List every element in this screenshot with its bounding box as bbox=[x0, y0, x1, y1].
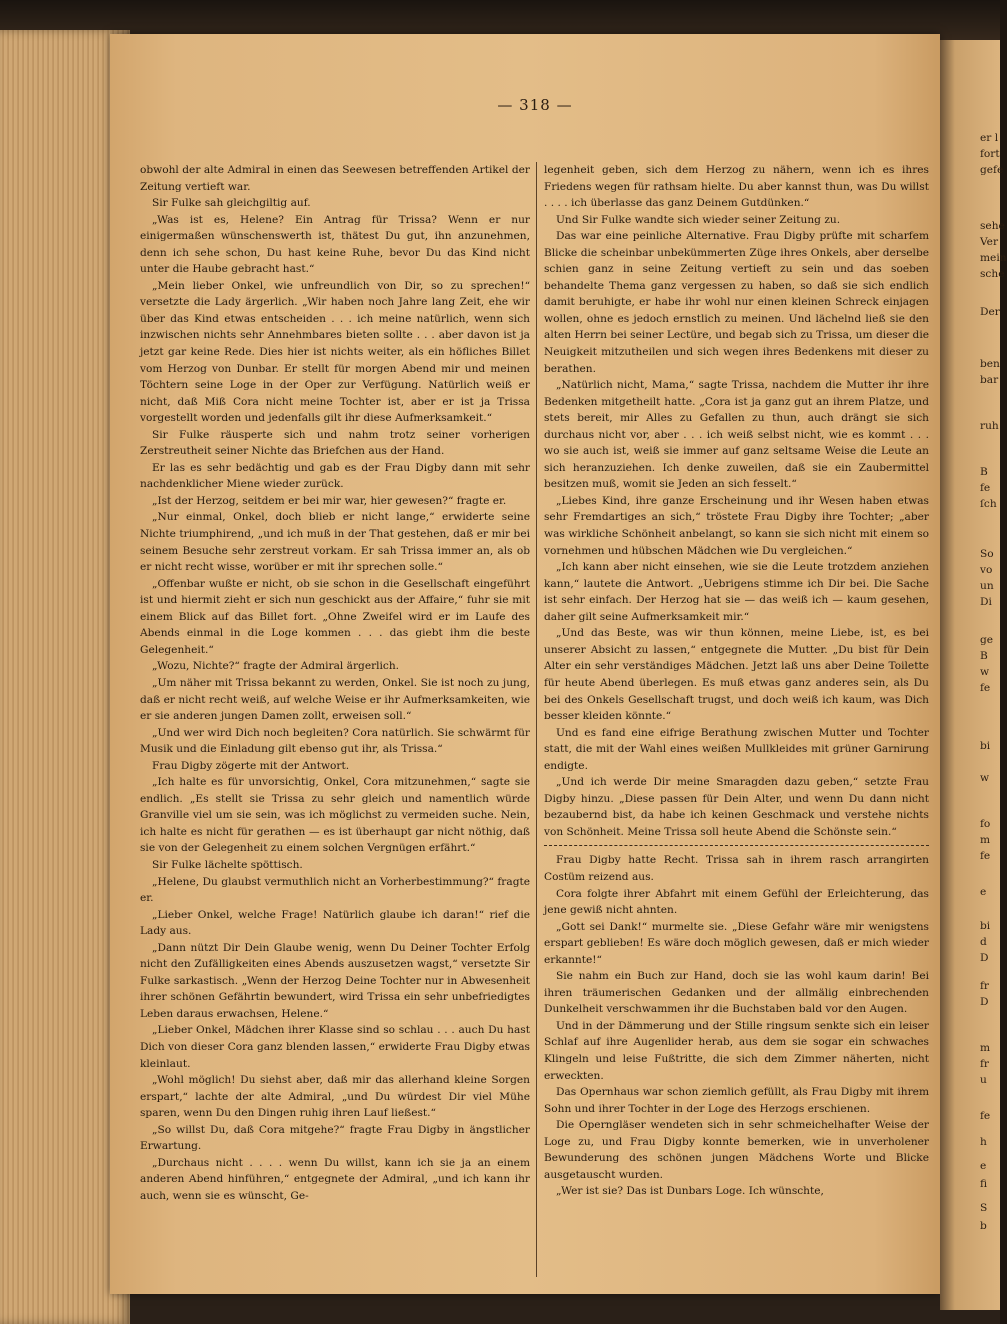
paragraph: „Was ist es, Helene? Ein Antrag für Trissa? Wenn er nur einigermaßen wünschenswerth ist, thätest Du gut, ihn anzunehmen, denn ich sehe schon, Du hast keine Ruhe, bevor Du das Kind nicht unter die Haube gebracht hast.“ bbox=[140, 213, 530, 276]
paragraph: Die Operngläser wendeten sich in sehr schmeichelhafter Weise der Loge zu, und Frau Digby konnte bemerken, wie in unverholener Bewunderung des schönen jungen Mädchens Worte und Blicke ausgetauscht wurden. bbox=[544, 1119, 929, 1181]
paragraph: Das war eine peinliche Alternative. Frau Digby prüfte mit scharfem Blicke die scheinbar unbekümmerten Züge ihres Onkels, aber derselbe schien ganz in seine Zeitung vertieft zu sein und das soeben behandelte Thema ganz vergessen zu haben, so daß sie sich endlich damit beruhigte, er habe ihr wohl nur einen kleinen Schreck einjagen wollen, ohne es jedoch ernstlich zu meinen. Und lächelnd ließ sie den alten Herrn bei seiner Lectüre, und begab sich zu Trissa, um dieser die Neuigkeit mitzutheilen und sich wegen ihres Bedenkens mit dieser zu berathen. bbox=[544, 230, 929, 375]
next-page-fragment: fi bbox=[980, 1178, 988, 1190]
paragraph: „Wozu, Nichte?“ fragte der Admiral ärgerlich. bbox=[152, 660, 400, 673]
next-page-edge bbox=[940, 40, 1007, 1310]
next-page-fragment: e bbox=[980, 1160, 987, 1172]
paragraph: „Lieber Onkel, welche Frage! Natürlich glaube ich daran!“ rief die Lady aus. bbox=[140, 908, 530, 938]
paragraph: „Und ich werde Dir meine Smaragden dazu geben,“ setzte Frau Digby hinzu. „Diese passen für Dein Alter, und wenn Du dann nicht bezaubernd bist, da habe ich keinen Geschmack und verstehe nichts von Schönheit. Meine Trissa soll heute Abend die Schönste sein.“ bbox=[544, 776, 929, 838]
next-page-fragment: B bbox=[980, 650, 988, 662]
next-page-fragment: sehe bbox=[980, 220, 1005, 232]
next-page-fragment: So bbox=[980, 548, 994, 560]
next-page-fragment: un bbox=[980, 580, 994, 592]
next-page-fragment: ben bbox=[980, 358, 1000, 370]
paragraph: Er las es sehr bedächtig und gab es der Frau Digby dann mit sehr nachdenklicher Miene wieder zurück. bbox=[140, 461, 530, 491]
paragraph: Frau Digby zögerte mit der Antwort. bbox=[152, 759, 350, 772]
paragraph: „Natürlich nicht, Mama,“ sagte Trissa, nachdem die Mutter ihr ihre Bedenken mitgetheilt hatte. „Cora ist ja ganz gut an ihrem Platze, und stets bereit, mir Alles zu Gefallen zu thun, auch drängt sie sich durchaus nicht vor, aber . . . ich weiß selbst nicht, wie es kommt . . . wo sie auch ist, weiß sie immer auf ganz seltsame Weise die Leute an sich heranzuziehen. Ich denke zuweilen, daß sie ein Zaubermittel besitzen muß, womit sie Jeden an sich fesselt.“ bbox=[544, 379, 929, 491]
page-318 bbox=[110, 34, 940, 1294]
paragraph: „Offenbar wußte er nicht, ob sie schon in die Gesellschaft eingeführt ist und hiermit zieht er sich nun geschickt aus der Affaire,“ fuhr sie mit einem Blick auf das Billet fort. „Ohne Zweifel wird er im Laufe des Abends einmal in die Loge kommen . . . das giebt ihm die beste Gelegenheit.“ bbox=[140, 577, 530, 656]
paragraph: „Liebes Kind, ihre ganze Erscheinung und ihr Wesen haben etwas sehr Fremdartiges an sich,“ tröstete Frau Digby ihre Tochter; „aber was wirkliche Schönheit anbelangt, so kann sie sich nicht mit einem so vornehmen und hübschen Mädchen wie Du vergleichen.“ bbox=[544, 494, 929, 557]
paragraph: Sir Fulke lächelte spöttisch. bbox=[152, 858, 303, 871]
paragraph: Sir Fulke sah gleichgiltig auf. bbox=[152, 197, 311, 210]
next-page-fragment: fr bbox=[980, 1058, 989, 1070]
paragraph: „So willst Du, daß Cora mitgehe?“ fragte Frau Digby in ängstlicher Erwartung. bbox=[140, 1123, 530, 1153]
paragraph: „Gott sei Dank!“ murmelte sie. „Diese Gefahr wäre mir wenigstens erspart geblieben! Es wäre doch möglich gewesen, daß er mich wieder erkannte!“ bbox=[544, 920, 929, 966]
next-page-fragment: fe bbox=[980, 482, 991, 494]
paragraph: Und es fand eine eifrige Berathung zwischen Mutter und Tochter statt, die mit der Wahl eines weißen Mullkleides mit grüner Garnirung endigte. bbox=[544, 726, 929, 772]
paragraph: Frau Digby hatte Recht. Trissa sah in ihrem rasch arrangirten Costüm reizend aus. bbox=[544, 854, 929, 883]
next-page-fragment: b bbox=[980, 1220, 987, 1232]
paragraph: „Und das Beste, was wir thun können, meine Liebe, ist, es bei unserer Absicht zu lassen,“ entgegnete die Mutter. „Du bist für Dein Alter ein sehr verständiges Mädchen. Jetzt laß uns aber Deine Toilette für heute Abend überlegen. Es muß etwas ganz anderes sein, als Du bei des Onkels Gesellschaft trugst, und doch weiß ich kaum, was Dich besser kleiden könnte.“ bbox=[544, 627, 929, 723]
column-divider bbox=[536, 162, 537, 1277]
next-page-fragment: m bbox=[980, 1042, 991, 1054]
next-page-fragment: bar bbox=[980, 374, 999, 386]
next-page-fragment: fo bbox=[980, 818, 991, 830]
next-page-fragment: er l bbox=[980, 132, 999, 144]
next-page-fragment: ruh bbox=[980, 420, 999, 432]
paragraph: „Durchaus nicht . . . . wenn Du willst, kann ich sie ja an einem anderen Abend hinführen,“ entgegnete der Admiral, „und ich kann ihr auch, wenn sie es wünscht, Ge- bbox=[140, 1156, 530, 1202]
next-page-fragment: sche bbox=[980, 268, 1005, 280]
next-page-fragment: fe bbox=[980, 682, 991, 694]
paragraph: Das Opernhaus war schon ziemlich gefüllt, als Frau Digby mit ihrem Sohn und ihrer Tochter in der Loge des Herzogs erschienen. bbox=[544, 1086, 929, 1115]
next-page-fragment: B bbox=[980, 466, 988, 478]
next-page-fragment: e bbox=[980, 886, 987, 898]
next-page-fragment: bi bbox=[980, 920, 991, 932]
paragraph: „Dann nützt Dir Dein Glaube wenig, wenn Du Deiner Tochter Erfolg nicht den Zufälligkeiten eines Abends auszusetzen wagst,“ versetzte Sir Fulke sarkastisch. „Wenn der Herzog Deine Tochter nur in Abwesenheit ihrer schönen Gefährtin bewundert, wird Trissa ein sehr unbefriedigtes Leben daraus erwachsen, Helene.“ bbox=[140, 941, 530, 1020]
paragraph: „Und wer wird Dich noch begleiten? Cora natürlich. Sie schwärmt für Musik und die Einladung gilt ebenso gut ihr, als Trissa.“ bbox=[140, 726, 530, 756]
next-page-fragment: fort bbox=[980, 148, 1000, 160]
next-page-fragment: gefe bbox=[980, 164, 1004, 176]
paragraph: Sir Fulke räusperte sich und nahm trotz seiner vorherigen Zerstreutheit seiner Nichte das Briefchen aus der Hand. bbox=[140, 428, 530, 458]
next-page-fragment: w bbox=[980, 666, 990, 678]
paragraph: „Mein lieber Onkel, wie unfreundlich von Dir, so zu sprechen!“ versetzte die Lady ärgerlich. „Wir haben noch Jahre lang Zeit, ehe wir über das Kind etwas entscheiden . . . ich meine natürlich, wenn sich inzwischen nichts sehr Annehmbares bieten sollte . . . aber davon ist ja jetzt gar keine Rede. Dies hier ist nichts weiter, als ein höfliches Billet vom Herzog von Dunbar. Er stellt für morgen Abend mir und meinen Töchtern seine Loge in der Oper zur Verfügung. Natürlich weiß er nicht, daß Miß Cora nicht meine Tochter ist, aber er ist ja Trissa vorgestellt worden und jedenfalls gilt ihr diese Aufmerksamkeit.“ bbox=[140, 279, 530, 425]
paragraph: Und Sir Fulke wandte sich wieder seiner Zeitung zu. bbox=[556, 213, 841, 226]
next-page-fragment: bi bbox=[980, 740, 991, 752]
next-page-fragment: S bbox=[980, 1202, 988, 1214]
next-page-fragment: ge bbox=[980, 634, 994, 646]
paragraph: „Lieber Onkel, Mädchen ihrer Klasse sind so schlau . . . auch Du hast Dich von dieser Cora ganz blenden lassen,“ erwiderte Frau Digby etwas kleinlaut. bbox=[140, 1024, 530, 1070]
next-page-fragment: D bbox=[980, 952, 989, 964]
paragraph: „Wohl möglich! Du siehst aber, daß mir das allerhand kleine Sorgen erspart,“ lachte der alte Admiral, „und Du würdest Dir viel Mühe sparen, wenn Du den Dingen ruhig ihren Lauf ließest.“ bbox=[140, 1074, 530, 1120]
paragraph: Und in der Dämmerung und der Stille ringsum senkte sich ein leiser Schlaf auf ihre Augenlider herab, aus dem sie sogar ein schwaches Klingeln und leise Fußtritte, die sich dem Zimmer näherten, nicht erweckten. bbox=[544, 1019, 929, 1082]
next-page-fragment: fr bbox=[980, 980, 989, 992]
paragraph: „Wer ist sie? Das ist Dunbars Loge. Ich wünschte, bbox=[556, 1185, 824, 1198]
next-page-fragment: d bbox=[980, 936, 987, 948]
paragraph: „Ich kann aber nicht einsehen, wie sie die Leute trotzdem anziehen kann,“ lautete die Antwort. „Uebrigens stimme ich Dir bei. Die Sache ist sehr einfach. Der Herzog hat sie — das weiß ich — kaum gesehen, daher gilt seine Aufmerksamkeit mir.“ bbox=[544, 561, 929, 623]
paragraph: „Ist der Herzog, seitdem er bei mir war, hier gewesen?“ fragte er. bbox=[152, 494, 507, 507]
section-break-dashes bbox=[544, 845, 929, 846]
next-page-fragment: fe bbox=[980, 850, 991, 862]
right-column bbox=[544, 162, 929, 1282]
paragraph: obwohl der alte Admiral in einen das Seewesen betreffenden Artikel der Zeitung vertieft war. bbox=[140, 164, 530, 193]
next-page-fragment: h bbox=[980, 1136, 987, 1148]
paragraph: „Ich halte es für unvorsichtig, Onkel, Cora mitzunehmen,“ sagte sie endlich. „Es stellt sie Trissa zu sehr gleich und namentlich würde Granville viel um sie sein, was ich möglichst zu vermeiden suche. Nein, ich halte es nicht für gerathen — es ist überhaupt gar nicht nöthig, daß sie von der Gelegenheit zu einem solchen Vergnügen erfährt.“ bbox=[140, 776, 530, 855]
left-column bbox=[140, 162, 530, 1282]
next-page-fragment: Ver bbox=[980, 236, 999, 248]
next-page-fragment: Der bbox=[980, 306, 1000, 318]
paragraph: legenheit geben, sich dem Herzog zu nähern, wenn ich es ihres Friedens wegen für rathsam hielte. Du aber kannst thun, was Du willst . . . . ich überlasse das ganz Deinem Gutdünken.“ bbox=[544, 164, 929, 210]
next-page-fragment: ſch bbox=[980, 498, 997, 510]
paragraph: Cora folgte ihrer Abfahrt mit einem Gefühl der Erleichterung, das jene gewiß nicht ahnten. bbox=[544, 887, 929, 917]
next-page-fragment: w bbox=[980, 772, 990, 784]
paragraph: „Um näher mit Trissa bekannt zu werden, Onkel. Sie ist noch zu jung, daß er nicht recht weiß, auf welche Weise er ihr Aufmerksamkeiten, wie er sie anderen jungen Damen zollt, erweisen soll.“ bbox=[140, 676, 530, 723]
next-page-fragment: mein bbox=[980, 252, 1007, 264]
next-page-fragment: m bbox=[980, 834, 991, 846]
paragraph: Sie nahm ein Buch zur Hand, doch sie las wohl kaum darin! Bei ihren träumerischen Gedanken und der allmälig einbrechenden Dunkelheit verschwammen ihr die Buchstaben bald vor den Augen. bbox=[544, 970, 929, 1016]
paragraph: „Helene, Du glaubst vermuthlich nicht an Vorherbestimmung?“ fragte er. bbox=[140, 875, 530, 905]
next-page-fragment: vo bbox=[980, 564, 993, 576]
next-page-fragment: Di bbox=[980, 596, 992, 608]
page-number: — 318 — bbox=[497, 96, 573, 114]
next-page-fragment: u bbox=[980, 1074, 987, 1086]
next-page-fragment: D bbox=[980, 996, 989, 1008]
paragraph: „Nur einmal, Onkel, doch blieb er nicht lange,“ erwiderte seine Nichte triumphirend, „und ich muß in der That gestehen, daß er mir bei seinem Besuche sehr zerstreut vorkam. Er sah Trissa immer an, als ob er nicht recht wisse, worüber er mit ihr sprechen solle.“ bbox=[140, 511, 530, 574]
next-page-fragment: fe bbox=[980, 1110, 991, 1122]
